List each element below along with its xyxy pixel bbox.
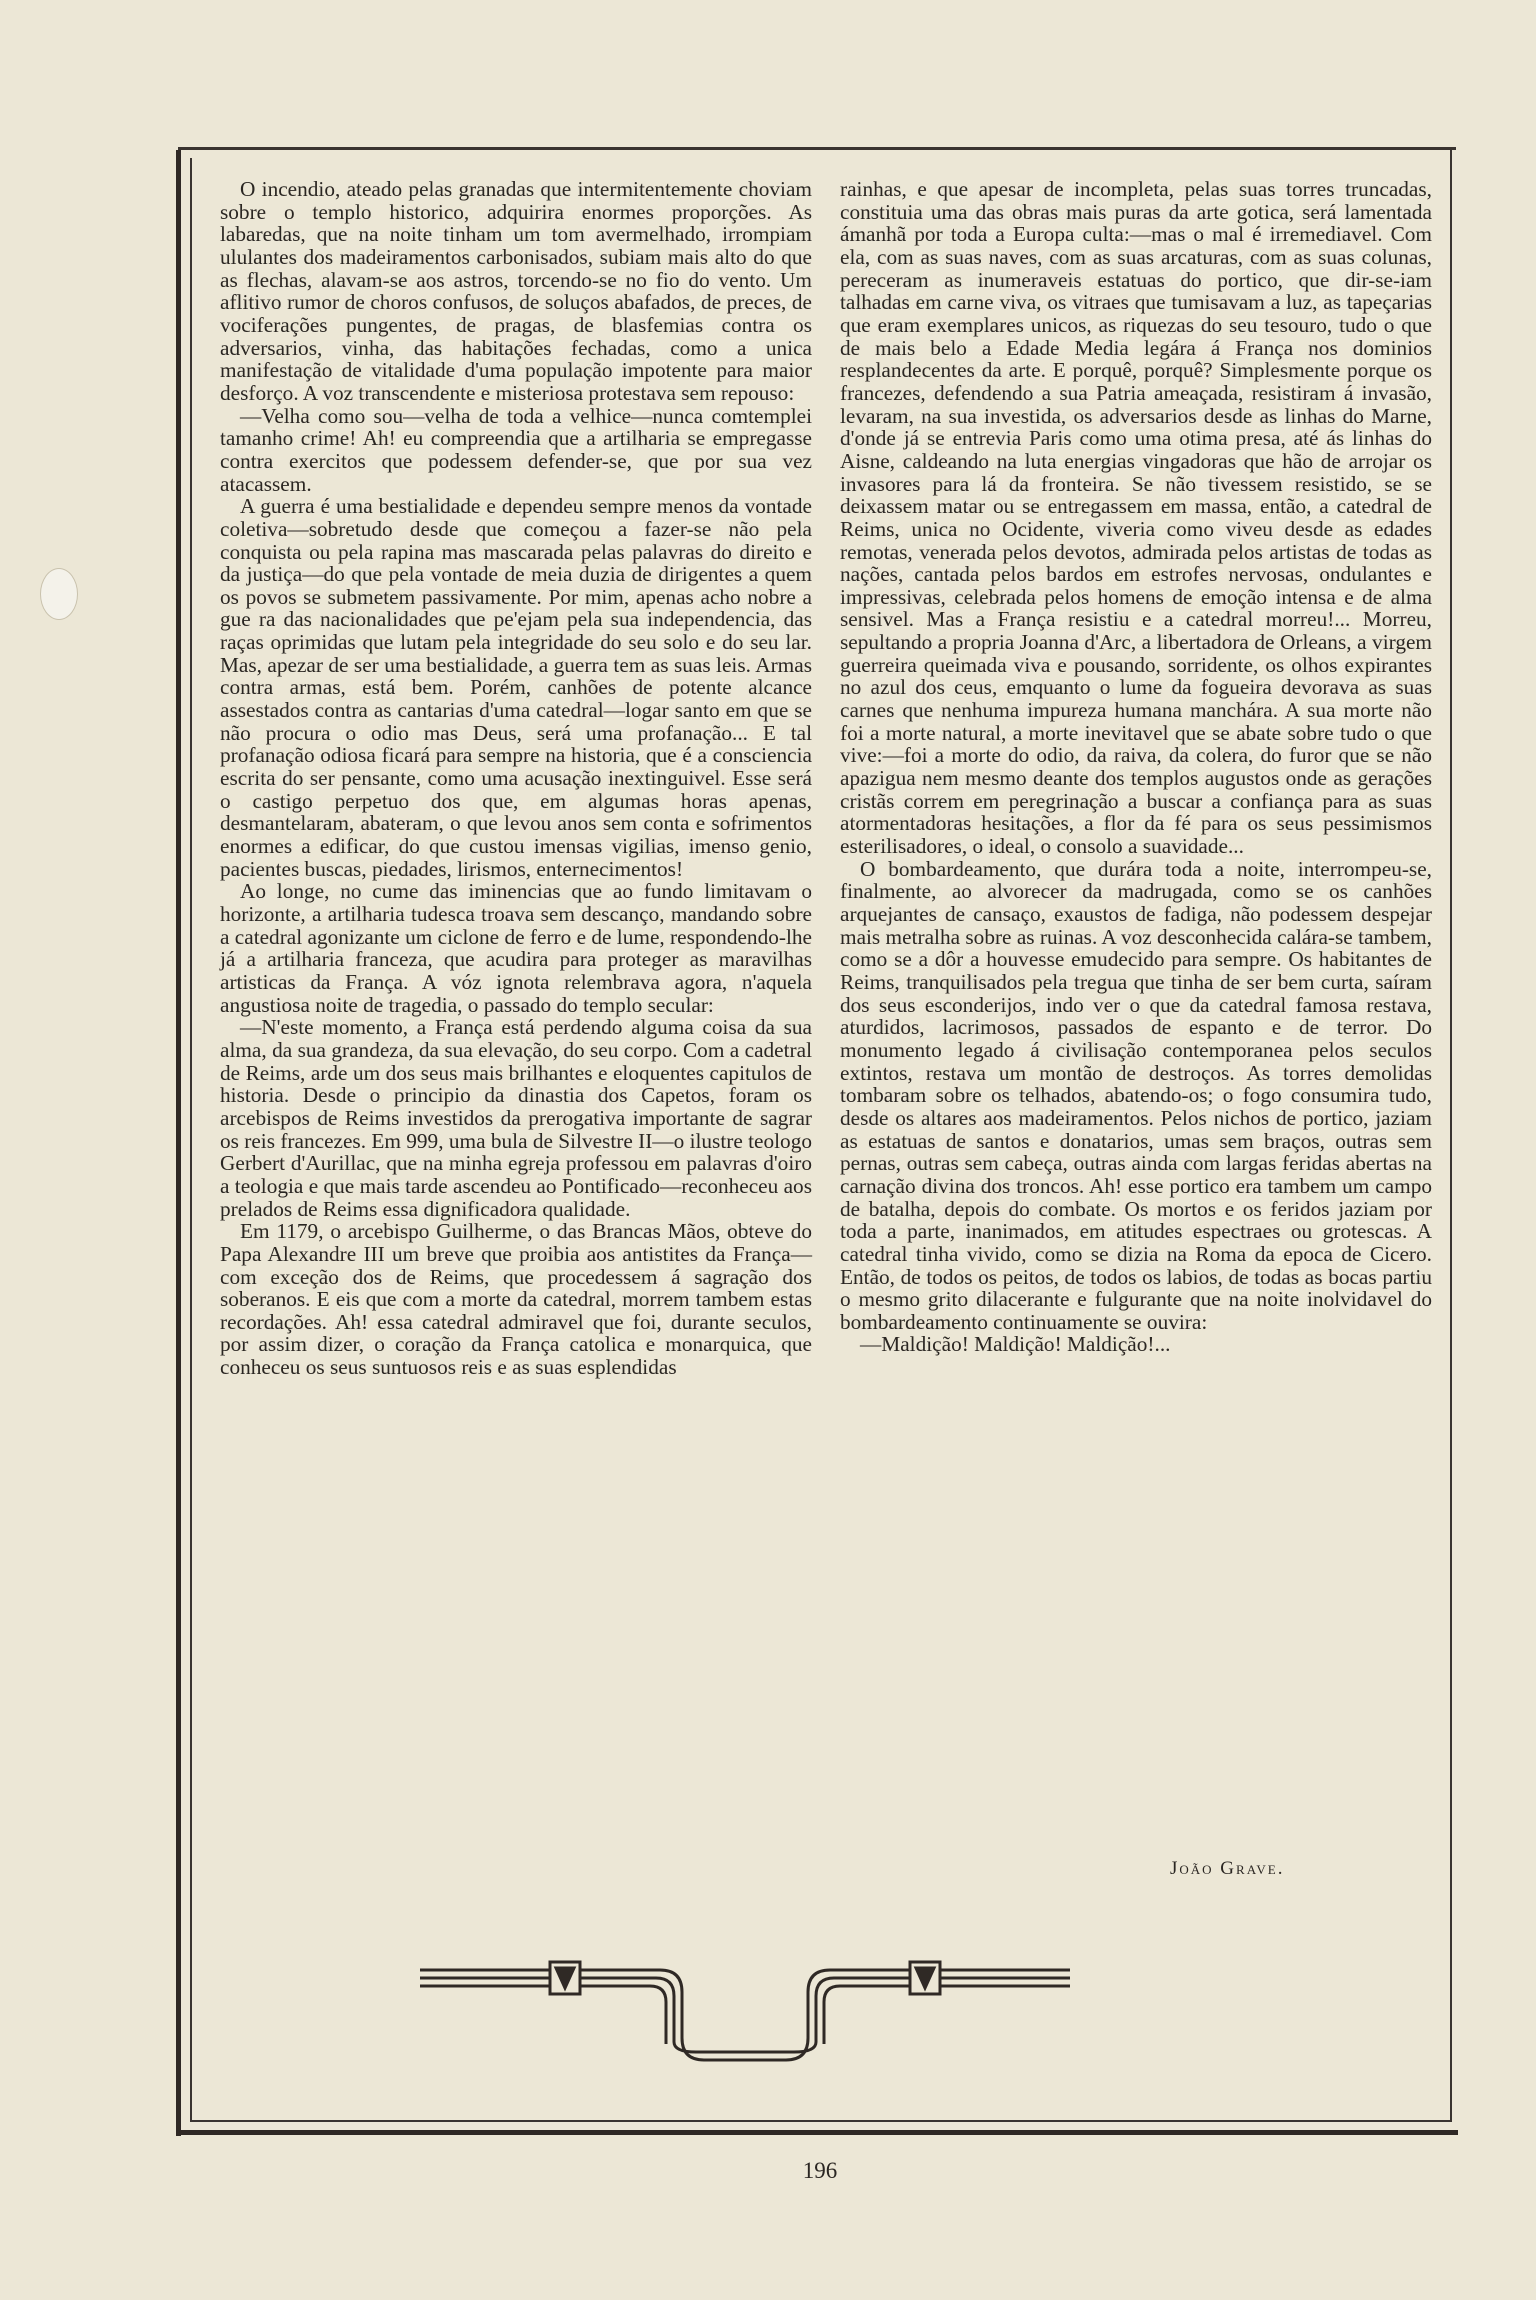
paragraph: Em 1179, o arcebispo Guilherme, o das Brancas Mãos, obteve do Papa Alexandre III um breve que proibia aos antistites da França—com exceção dos de Reims, que procedessem á sagração dos soberanos. E eis que com a morte da catedral, morrem tambem estas recordações. Ah! essa catedral admiravel que foi, durante seculos, por assim dizer, o coração da França catolica e monarquica, que conheceu os seus suntuosos reis e as suas esplendidas xyxy=(220,1219,812,1380)
binding-hole xyxy=(40,568,78,620)
frame-left-inner-border xyxy=(190,158,192,2120)
paragraph: A guerra é uma bestialidade e dependeu sempre menos da vontade coletiva—sobretudo desde que começou a fazer-se não pela conquista ou pela rapina mas mascarada pelas palavras do direito e da justiça—do que pela vontade de meia duzia de dirigentes a quem os povos se submetem passivamente. Por mim, apenas acho nobre a gue ra das nacionalidades que pe'ejam pela sua independencia, das raças oprimidas que lutam pela integridade do seu solo e do seu lar. Mas, apezar de ser uma bestialidade, a guerra tem as suas leis. Armas contra armas, está bem. Porém, canhões de potente alcance assestados contra as cantarias d'uma catedral—logar santo em que se não procura o odio mas Deus, será uma profanação... E tal profanação odiosa ficará para sempre na historia, que é a consciencia escrita do ser pensante, como uma acusação inextinguivel. Esse será o castigo perpetuo dos que, em algumas horas apenas, desmantelaram, abateram, o que levou anos sem conta e sofrimentos enormes a edificar, do que custou imensas vigilias, imenso genio, pacientes buscas, piedades, lirismos, enternecimentos! xyxy=(220,494,812,881)
page-number: 196 xyxy=(802,2158,838,2183)
frame-bottom-border xyxy=(176,2130,1458,2135)
end-ornament-icon xyxy=(420,1948,1070,2068)
left-text-column xyxy=(220,178,812,1379)
frame-bottom-inner-border xyxy=(190,2120,1452,2122)
paragraph: O bombardeamento, que durára toda a noite, interrompeu-se, finalmente, ao alvorecer da madrugada, como se os canhões arquejantes de cansaço, exaustos de fadiga, não podessem despejar mais metralha sobre as ruinas. A voz desconhecida calára-se tambem, como se a dôr a houvesse emudecido para sempre. Os habitantes de Reims, tranquilisados pela tregua que tinha de ser bem curta, saíram dos seus esconderijos, indo ver o que da catedral famosa restava, aturdidos, lacrimosos, passados de espanto e de terror. Do monumento legado á civilisação contemporanea pelos seculos extintos, restava um montão de destroços. As torres demolidas tombaram sobre os telhados, abatendo-os; o fogo consumira tudo, desde os altares aos madeiramentos. Pelos nichos de portico, jaziam as estatuas de santos e donatarios, umas sem braços, outras sem pernas, outras sem cabeça, outras ainda com largas feridas abertas na carnação divina dos troncos. Ah! esse portico era tambem um campo de batalha, depois do combate. Os mortos e os feridos jaziam por toda a parte, inanimados, em atitudes espectraes ou grotescas. A catedral tinha vivido, como se dizia na Roma da epoca de Cicero. Então, de todos os peitos, de todos os labios, de todas as bocas partiu o mesmo grito dilacerante e fulgurante que na noite inolvidavel do bombardeamento continuamente se ouvira: xyxy=(840,856,1432,1334)
paragraph: Ao longe, no cume das iminencias que ao fundo limitavam o horizonte, a artilharia tudesca troava sem descanço, mandando sobre a catedral agonizante um ciclone de ferro e de lume, respondendo-lhe já a artilharia franceza, que acudira para proteger as maravilhas artisticas da França. A vóz ignota relembrava agora, n'aquela angustiosa noite de tragedia, o passado do templo secular: xyxy=(220,879,812,1017)
frame-right-border xyxy=(1450,150,1452,2120)
frame-left-border xyxy=(176,150,181,2136)
right-text-column xyxy=(840,178,1432,1356)
paragraph: —N'este momento, a França está perdendo alguma coisa da sua alma, da sua grandeza, da sua elevação, do seu corpo. Com a cadetral de Reims, arde um dos seus mais brilhantes e eloquentes capitulos de historia. Desde o principio da dinastia dos Capetos, foram os arcebispos de Reims investidos da prerogativa importante de sagrar os reis francezes. Em 999, uma bula de Silvestre II—o ilustre teologo Gerbert d'Aurillac, que na minha egreja professou em palavras d'oiro a teologia e que mais tarde ascendeu ao Pontificado—reconheceu aos prelados de Reims essa dignificadora qualidade. xyxy=(220,1015,813,1221)
paragraph: —Velha como sou—velha de toda a velhice—nunca comtemplei tamanho crime! Ah! eu compreendia que a artilharia se empregasse contra exercitos que podessem defender-se, que por sua vez atacassem. xyxy=(220,403,812,496)
paragraph: —Maldição! Maldição! Maldição!... xyxy=(860,1332,1171,1357)
author-signature: João Grave. xyxy=(1170,1858,1285,1879)
frame-top-border xyxy=(178,147,1456,150)
paragraph: O incendio, ateado pelas granadas que intermitentemente choviam sobre o templo historico, adquirira enormes proporções. As labaredas, que na noite tinham um tom avermelhado, irrompiam ululantes dos madeiramentos carbonisados, subiam mais alto do que as flechas, alavam-se aos astros, torcendo-se no fio do vento. Um aflitivo rumor de choros confusos, de soluços abafados, de preces, de vociferações pungentes, de pragas, de blasfemias contra os adversarios, vinha, das habitações fechadas, como a unica manifestação de vitalidade d'uma população impotente para maior desforço. A voz transcendente e misteriosa protestava sem repouso: xyxy=(220,177,812,405)
paragraph: rainhas, e que apesar de incompleta, pelas suas torres truncadas, constituia uma das obras mais puras da arte gotica, será lamentada ámanhã por toda a Europa culta:—mas o mal é irremediavel. Com ela, com as suas naves, com as suas arcaturas, com as suas colunas, pereceram as inumeraveis estatuas do portico, que dir-se-iam talhadas em carne viva, os vitraes que tumisavam a luz, as tapeçarias que eram exemplares unicos, as riquezas do seu tesouro, tudo o que de mais belo a Edade Media legára á França nos dominios resplandecentes da arte. E porquê, porquê? Simplesmente porque os francezes, defendendo a sua Patria ameaçada, resistiram á invasão, levaram, na sua investida, os adversarios desde as linhas do Marne, d'onde já se entrevia Paris como uma otima presa, até ás linhas do Aisne, caldeando na luta energias vingadoras que hão de arrojar os invasores para lá da fronteira. Se não tivessem resistido, se se deixassem matar ou se entregassem em massa, então, a catedral de Reims, unica no Ocidente, viveria como viveu desde as edades remotas, venerada pelos devotos, admirada pelos artistas de todas as nações, cantada pelos bardos em estrofes nervosas, ondulantes e impressivas, celebrada pelos homens de emoção intensa e de alma sensivel. Mas a França resistiu e a catedral morreu!... Morreu, sepultando a propria Joanna d'Arc, a libertadora de Orleans, a virgem guerreira queimada viva e pousando, sorridente, os olhos expirantes no azul dos ceus, emquanto o lume da fogueira devorava as suas carnes que nenhuma impureza humana manchára. A sua morte não foi a morte natural, a morte inevitavel que se abate sobre tudo o que vive:—foi a morte do odio, da raiva, da colera, do furor que se não apazigua nem mesmo deante dos templos augustos onde as gerações cristãs correm em peregrinação a buscar a confiança para as suas atormentadoras hesitações, a flor da fé para os seus pessimismos esterilisadores, o ideal, o consolo a suavidade... xyxy=(840,177,1432,859)
